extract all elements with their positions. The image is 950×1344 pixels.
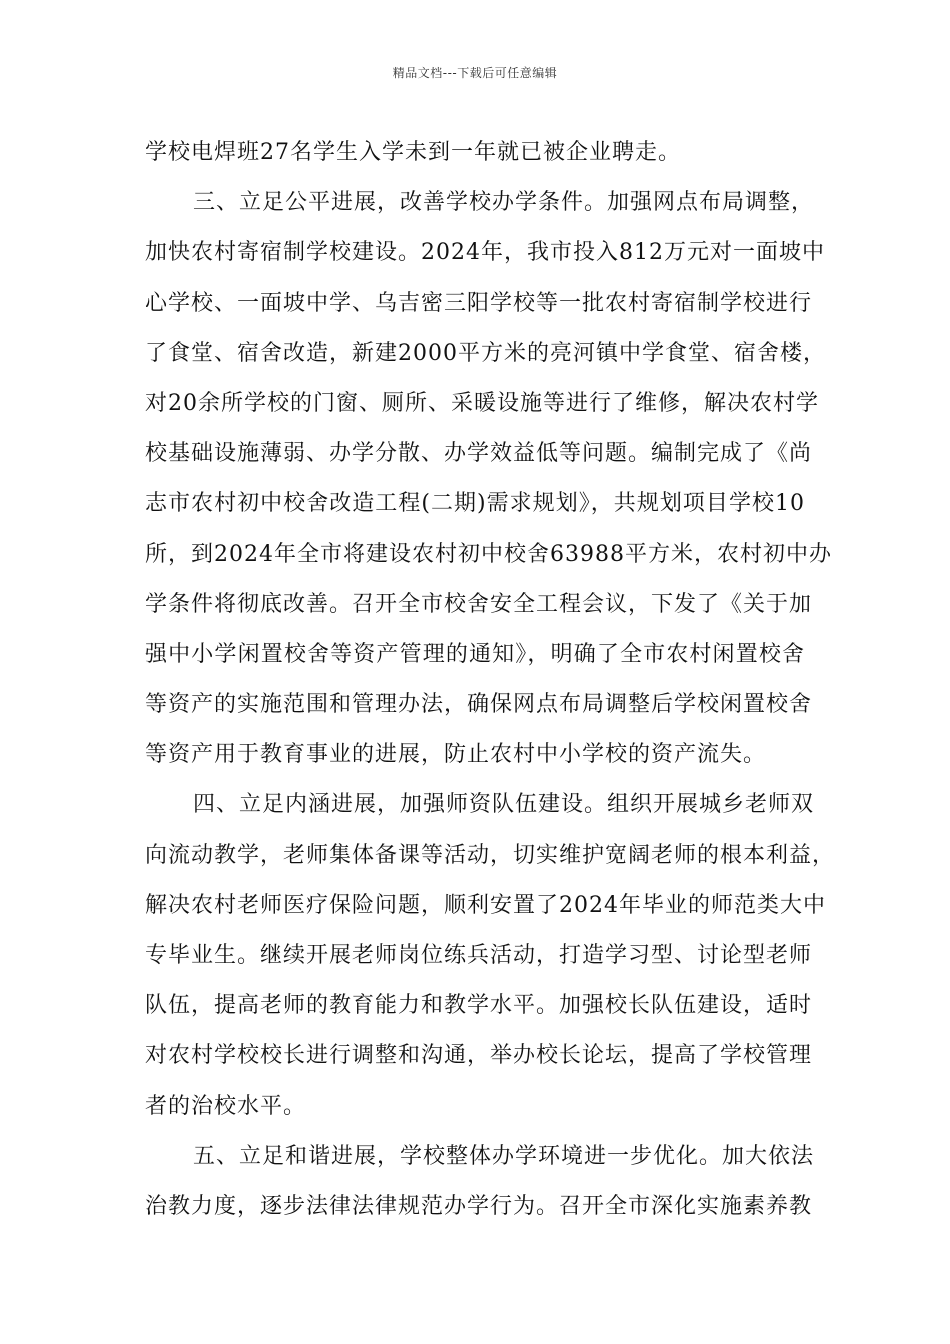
text-line: 加快农村寄宿制学校建设。2024年，我市投入812万元对一面坡中 <box>145 240 825 266</box>
paragraph-start-line: 五、立足和谐进展，学校整体办学环境进一步优化。加大依法 <box>193 1143 815 1169</box>
page-header: 精品文档---下载后可任意编辑 <box>392 66 558 80</box>
text-line: 队伍，提高老师的教育能力和教学水平。加强校长队伍建设，适时 <box>145 993 813 1019</box>
text-line: 所，到2024年全市将建设农村初中校舍63988平方米，农村初中办 <box>145 541 832 567</box>
text-line: 志市农村初中校舍改造工程(二期)需求规划》，共规划项目学校10 <box>145 491 805 517</box>
text-line: 强中小学闲置校舍等资产管理的通知》，明确了全市农村闲置校舍 <box>145 641 805 667</box>
text-line: 校基础设施薄弱、办学分散、办学效益低等问题。编制完成了《尚 <box>145 441 813 467</box>
text-line: 治教力度，逐步法律法律规范办学行为。召开全市深化实施素养教 <box>145 1193 813 1219</box>
text-line: 对农村学校校长进行调整和沟通，举办校长论坛，提高了学校管理 <box>145 1043 813 1069</box>
text-line: 了食堂、宿舍改造，新建2000平方米的亮河镇中学食堂、宿舍楼， <box>145 340 826 366</box>
text-line: 解决农村老师医疗保险问题，顺利安置了2024年毕业的师范类大中 <box>145 892 826 918</box>
text-line: 向流动教学，老师集体备课等活动，切实维护宽阔老师的根本利益， <box>145 842 836 868</box>
text-line: 对20余所学校的门窗、厕所、采暖设施等进行了维修，解决农村学 <box>145 390 819 416</box>
text-line: 学校电焊班27名学生入学未到一年就已被企业聘走。 <box>145 140 681 165</box>
paragraph-start-line: 四、立足内涵进展，加强师资队伍建设。组织开展城乡老师双 <box>193 792 815 818</box>
text-line: 等资产的实施范围和管理办法，确保网点布局调整后学校闲置校舍 <box>145 692 813 718</box>
text-line: 专毕业生。继续开展老师岗位练兵活动，打造学习型、讨论型老师 <box>145 943 813 968</box>
document-body <box>145 128 836 1232</box>
paragraph-start-line: 三、立足公平进展，改善学校办学条件。加强网点布局调整， <box>193 190 815 216</box>
text-line: 学条件将彻底改善。召开全市校舍安全工程会议，下发了《关于加 <box>145 591 813 617</box>
text-line: 者的治校水平。 <box>145 1093 307 1119</box>
text-line: 心学校、一面坡中学、乌吉密三阳学校等一批农村寄宿制学校进行 <box>145 290 813 316</box>
text-line: 等资产用于教育事业的进展，防止农村中小学校的资产流失。 <box>145 742 767 768</box>
